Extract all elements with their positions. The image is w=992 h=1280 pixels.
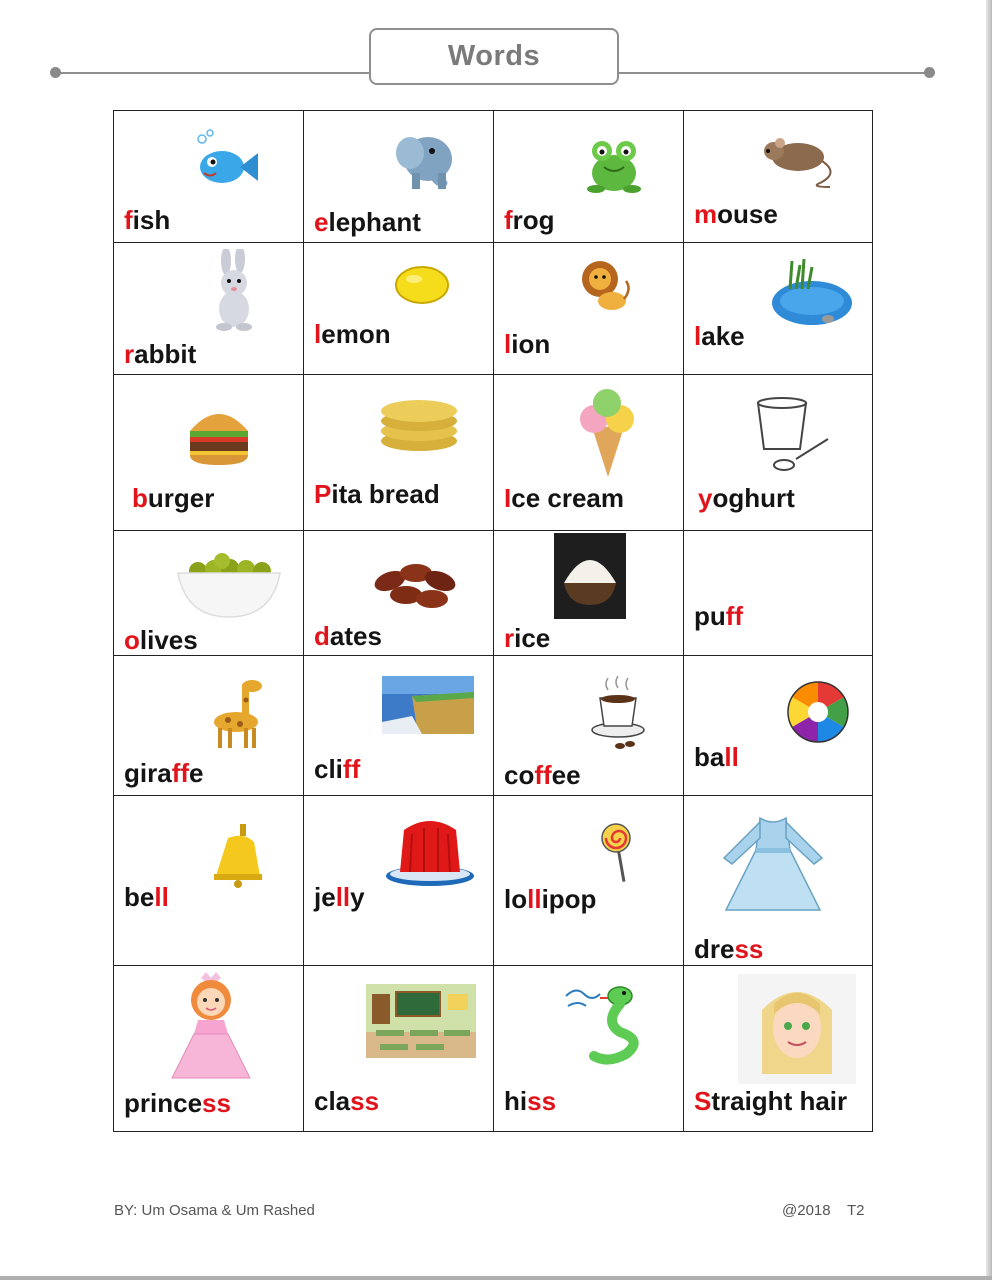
word-label: lemon — [314, 319, 391, 349]
title-rule-dot-left — [50, 67, 61, 78]
frog-icon — [586, 137, 642, 195]
snake-icon — [564, 982, 660, 1066]
word-cell-jelly — [304, 796, 494, 966]
bell-icon — [210, 824, 266, 888]
mouse-icon — [760, 133, 842, 189]
word-cell-puff — [684, 531, 873, 656]
lollipop-icon — [600, 822, 636, 882]
word-cell-lollipop — [494, 796, 684, 966]
word-label: ball — [694, 742, 739, 772]
princess-icon — [168, 970, 254, 1082]
word-label: Straight hair — [694, 1086, 848, 1116]
rice-icon — [554, 533, 626, 619]
word-cell-fish — [114, 111, 304, 243]
word-cell-dress — [684, 796, 873, 966]
word-cell-ice-cream — [494, 375, 684, 531]
table-row — [114, 796, 873, 966]
word-label: lake — [694, 321, 745, 351]
word-label: bell — [124, 882, 169, 912]
word-cell-bell — [114, 796, 304, 966]
yoghurt-icon — [752, 395, 834, 475]
word-label: yoghurt — [698, 483, 795, 513]
word-label: rabbit — [124, 339, 197, 369]
word-cell-pita-bread — [304, 375, 494, 531]
word-cell-dates — [304, 531, 494, 656]
lake-icon — [770, 255, 854, 329]
word-label: lion — [504, 329, 551, 359]
word-label: burger — [132, 483, 215, 513]
word-cell-straight-hair — [684, 966, 873, 1132]
page-edge-shadow — [986, 0, 992, 1280]
word-label: puff — [694, 601, 744, 631]
dress-icon — [720, 816, 826, 914]
word-cell-ball — [684, 656, 873, 796]
footer-year: @2018 T2 — [782, 1202, 865, 1219]
word-label: dress — [694, 934, 764, 964]
word-cell-burger — [114, 375, 304, 531]
word-cell-class — [304, 966, 494, 1132]
ice-cream-icon — [574, 387, 642, 477]
page-title: Words — [369, 28, 619, 85]
rabbit-icon — [208, 249, 262, 333]
word-cell-lemon — [304, 243, 494, 375]
word-label: cliff — [314, 754, 361, 784]
lemon-icon — [392, 263, 452, 309]
word-label: olives — [124, 625, 198, 655]
word-cell-cliff — [304, 656, 494, 796]
word-label: elephant — [314, 207, 421, 237]
table-row — [114, 111, 873, 243]
elephant-icon — [390, 125, 460, 193]
lion-icon — [580, 259, 632, 315]
word-cell-elephant — [304, 111, 494, 243]
table-row — [114, 375, 873, 531]
word-cell-mouse — [684, 111, 873, 243]
word-table — [113, 110, 873, 1132]
word-label: frog — [504, 205, 555, 235]
word-label: Pita bread — [314, 479, 440, 509]
word-cell-olives — [114, 531, 304, 656]
giraffe-icon — [206, 678, 270, 750]
word-label: princess — [124, 1088, 231, 1118]
word-cell-hiss — [494, 966, 684, 1132]
footer-author: BY: Um Osama & Um Rashed — [114, 1202, 315, 1219]
word-label: mouse — [694, 199, 778, 229]
cliff-icon — [382, 676, 474, 734]
word-label: fish — [124, 205, 171, 235]
word-label: dates — [314, 621, 382, 651]
table-row — [114, 243, 873, 375]
title-rule-dot-right — [924, 67, 935, 78]
pita-bread-icon — [378, 391, 460, 453]
word-label: Ice cream — [504, 483, 624, 513]
word-cell-rice — [494, 531, 684, 656]
word-cell-giraffe — [114, 656, 304, 796]
word-cell-lion — [494, 243, 684, 375]
jelly-icon — [384, 816, 476, 888]
word-label: class — [314, 1086, 380, 1116]
burger-icon — [186, 403, 252, 467]
word-label: hiss — [504, 1086, 557, 1116]
table-row — [114, 531, 873, 656]
word-cell-yoghurt — [684, 375, 873, 531]
table-row — [114, 966, 873, 1132]
page-bottom-edge — [0, 1276, 992, 1280]
olives-icon — [176, 541, 282, 621]
word-cell-princess — [114, 966, 304, 1132]
word-label: lollipop — [504, 884, 597, 914]
table-row — [114, 656, 873, 796]
word-cell-lake — [684, 243, 873, 375]
ball-icon — [786, 680, 850, 744]
word-label: coffee — [504, 760, 581, 790]
word-label: giraffe — [124, 758, 204, 788]
coffee-icon — [590, 674, 650, 754]
word-cell-rabbit — [114, 243, 304, 375]
girl-face-icon — [738, 974, 856, 1084]
classroom-icon — [366, 984, 476, 1058]
word-cell-coffee — [494, 656, 684, 796]
word-label: rice — [504, 623, 551, 653]
fish-icon — [192, 129, 260, 191]
word-label: jelly — [314, 882, 365, 912]
word-cell-frog — [494, 111, 684, 243]
dates-icon — [370, 551, 466, 613]
